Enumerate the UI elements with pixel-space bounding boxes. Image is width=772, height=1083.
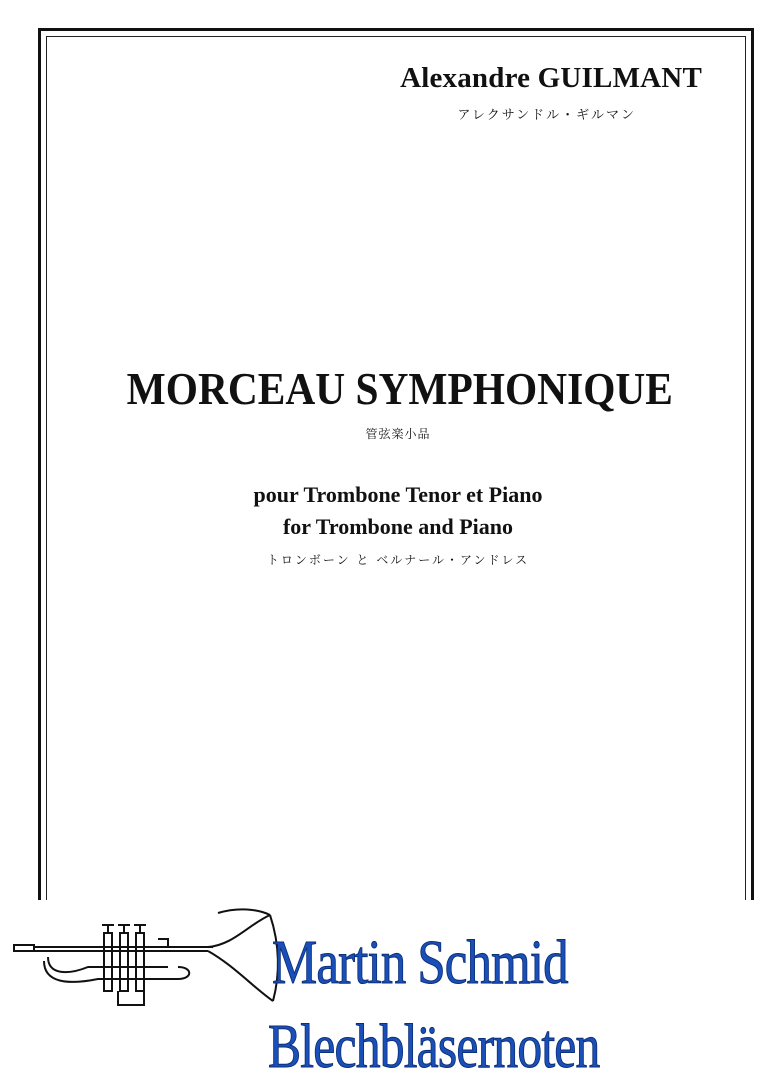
instrumentation-french: pour Trombone Tenor et Piano <box>253 482 543 507</box>
composer-name: Alexandre GUILMANT <box>400 62 702 94</box>
trumpet-icon <box>8 905 283 1015</box>
piece-title-japanese: 管弦楽小品 <box>365 427 431 441</box>
piece-title: MORCEAU SYMPHONIQUE <box>126 363 673 414</box>
publisher-tagline: Blechbläsernoten <box>268 1013 600 1081</box>
instrumentation-japanese: トロンボーン と ベルナール・アンドレス <box>266 553 530 567</box>
instrumentation-english: for Trombone and Piano <box>282 514 514 539</box>
publisher-name: Martin Schmid <box>272 929 568 997</box>
composer-name-kana: アレクサンドル・ギルマン <box>457 108 636 123</box>
